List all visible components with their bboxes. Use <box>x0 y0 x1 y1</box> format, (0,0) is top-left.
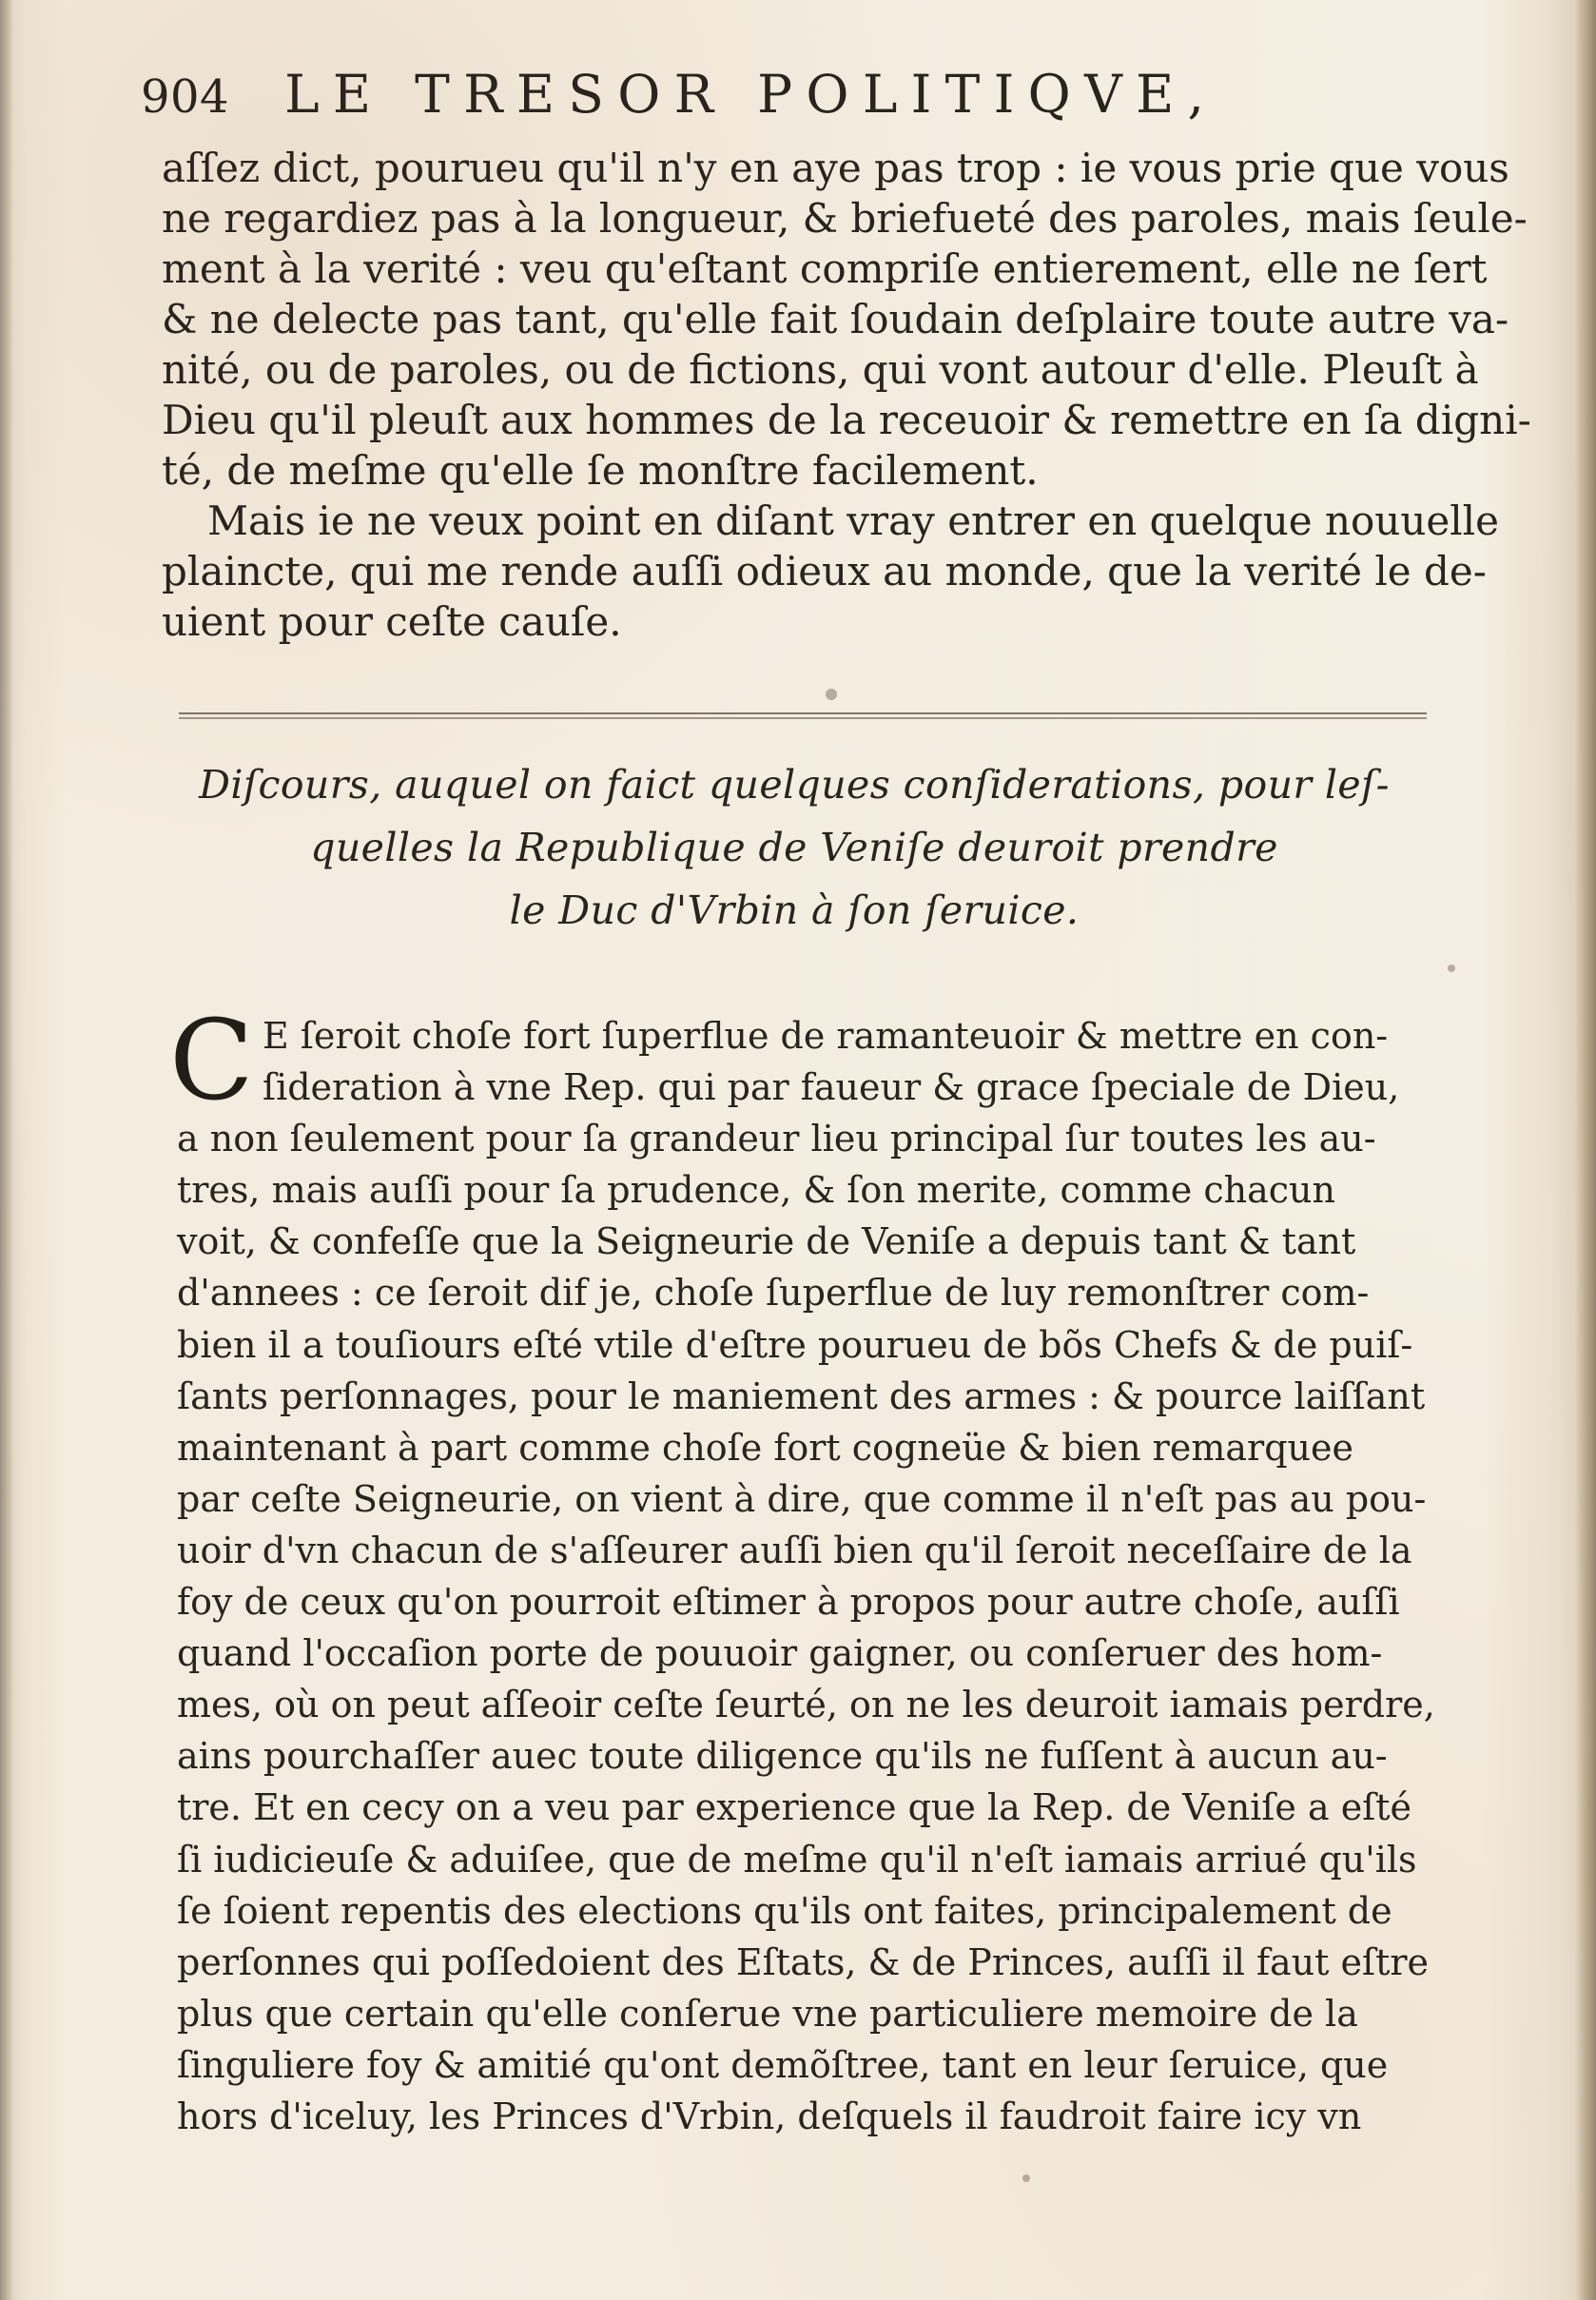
upper-text-line: nité, ou de paroles, ou de fictions, qui vont autour d'elle. Pleuſt à <box>162 346 1479 393</box>
upper-text-line: Dieu qu'il pleuſt aux hommes de la receuoir & remettre en ſa digni- <box>162 397 1531 443</box>
running-title: LE TRESOR POLITIQVE, <box>284 64 1218 125</box>
body-text-line: d'annees : ce ſeroit dif je, choſe ſuperflue de luy remonſtrer com- <box>177 1272 1370 1315</box>
paper-speck <box>1448 965 1455 972</box>
paper-speck <box>1022 2174 1030 2182</box>
upper-text-line: ment à la verité : veu qu'eſtant compriſe entierement, elle ne ſert <box>162 245 1488 292</box>
body-text-line: a non ſeulement pour ſa grandeur lieu principal ſur toutes les au- <box>177 1118 1376 1160</box>
page-number: 904 <box>141 70 230 124</box>
section-title-line: Diſcours, auquel on faict quelques conſiderations, pour leſ- <box>199 762 1390 808</box>
upper-text-line: Mais ie ne veux point en diſant vray entrer en quelque nouuelle <box>207 497 1499 544</box>
body-text-line: foy de ceux qu'on pourroit eſtimer à propos pour autre choſe, auſſi <box>177 1581 1400 1624</box>
drop-cap: C <box>169 997 254 1125</box>
page-left-edge <box>0 0 13 2300</box>
section-divider <box>179 712 1427 720</box>
upper-text-block <box>162 143 1531 647</box>
body-text-line: voit, & confeſſe que la Seigneurie de Veniſe a depuis tant & tant <box>177 1220 1356 1263</box>
upper-text-line: & ne delecte pas tant, qu'elle fait ſoudain deſplaire toute autre va- <box>162 296 1509 342</box>
section-divider-bottom-rule <box>179 717 1427 719</box>
paper-speck <box>826 689 837 700</box>
body-text-line: par ceſte Seigneurie, on vient à dire, que comme il n'eſt pas au pou- <box>177 1477 1427 1520</box>
body-text-line: ſants perſonnages, pour le maniement des armes : & pource laiſſant <box>177 1374 1426 1417</box>
body-text-line: ſinguliere foy & amitié qu'ont demõſtree, tant en leur ſeruice, que <box>177 2043 1389 2086</box>
page-header <box>141 64 1218 145</box>
body-text-line: plus que certain qu'elle conſerue vne particuliere memoire de la <box>177 1992 1358 2035</box>
body-text-line: ſideration à vne Rep. qui par faueur & grace ſpeciale de Dieu, <box>263 1066 1400 1109</box>
body-text-line: hors d'iceluy, les Princes d'Vrbin, deſquels il faudroit faire icy vn <box>177 2095 1362 2137</box>
body-text-line: bien il a touſiours eſté vtile d'eſtre pourueu de bõs Chefs & de puiſ- <box>177 1323 1413 1366</box>
body-text-line: ains pourchaſſer auec toute diligence qu'ils ne fuſſent à aucun au- <box>177 1735 1388 1778</box>
upper-text-line: uient pour ceſte cauſe. <box>162 598 622 645</box>
body-text-line: tre. Et en cecy on a veu par experience que la Rep. de Veniſe a eſté <box>177 1786 1412 1829</box>
body-text-line: quand l'occaſion porte de pouuoir gaigner, ou conſeruer des hom- <box>177 1632 1383 1675</box>
section-title-line: le Duc d'Vrbin à ſon ſeruice. <box>509 887 1080 933</box>
body-text-line: perſonnes qui poſſedoient des Eſtats, & de Princes, auſſi il faut eſtre <box>177 1940 1429 1983</box>
section-title-line: quelles la Republique de Veniſe deuroit prendre <box>310 825 1278 870</box>
main-body-text <box>177 1010 1435 2142</box>
page-right-edge <box>1575 0 1596 2300</box>
body-text-line: ſe ſoient repentis des elections qu'ils ont faites, principalement de <box>177 1889 1392 1932</box>
body-text-line: maintenant à part comme choſe fort cogneüe & bien remarquee <box>177 1426 1353 1469</box>
body-text-line: ſi iudicieuſe & aduiſee, que de meſme qu'il n'eſt iamais arriué qu'ils <box>177 1838 1417 1881</box>
upper-text-line: té, de meſme qu'elle ſe monſtre facilement. <box>162 447 1039 494</box>
section-title <box>162 753 1427 942</box>
body-text-line: mes, où on peut aſſeoir ceſte ſeurté, on ne les deuroit iamais perdre, <box>177 1684 1435 1726</box>
upper-text-line: aſſez dict, pourueu qu'il n'y en aye pas trop : ie vous prie que vous <box>162 145 1509 191</box>
body-text-line: tres, mais auſſi pour ſa prudence, & ſon merite, comme chacun <box>177 1169 1335 1212</box>
body-first-line: E ſeroit choſe fort ſuperflue de ramanteuoir & mettre en con- <box>263 1015 1389 1057</box>
upper-text-line: plaincte, qui me rende auſſi odieux au monde, que la verité le de- <box>162 548 1487 594</box>
section-divider-top-rule <box>179 712 1427 714</box>
body-text-line: uoir d'vn chacun de s'aſſeurer auſſi bien qu'il ſeroit neceſſaire de la <box>177 1529 1412 1571</box>
upper-text-line: ne regardiez pas à la longueur, & briefueté des paroles, mais ſeule- <box>162 195 1528 242</box>
